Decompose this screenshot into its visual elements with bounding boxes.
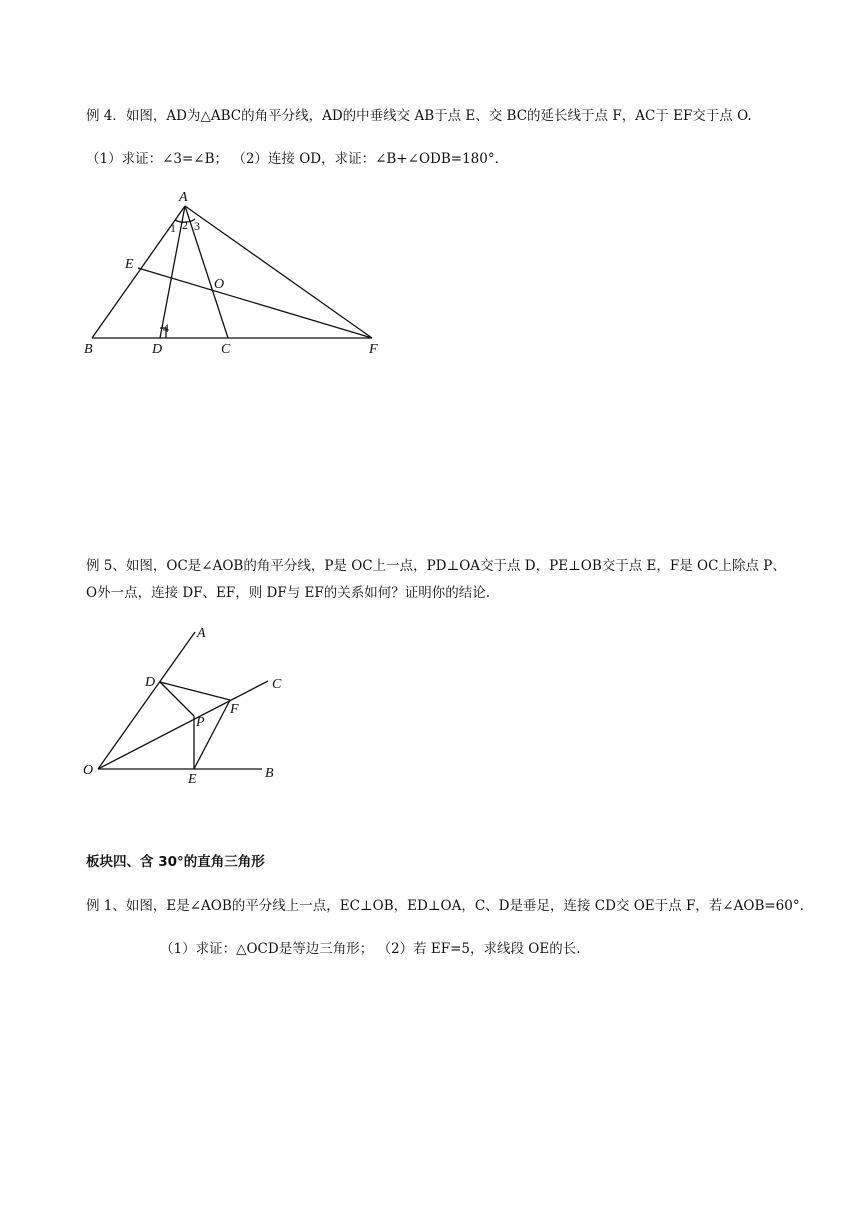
section4-heading: 板块四、含 30°的直角三角形 bbox=[86, 854, 265, 870]
p5-a-label: A bbox=[197, 626, 206, 641]
angle-2-label: 2 bbox=[182, 218, 188, 232]
point-o-label: O bbox=[214, 277, 225, 292]
example5-question: O外一点，连接 DF、EF，则 DF与 EF的关系如何？证明你的结论. bbox=[86, 585, 491, 601]
p5-c-label: C bbox=[272, 677, 282, 692]
p5-p-label: P bbox=[196, 715, 205, 730]
section4-example1-questions: （1）求证：△OCD是等边三角形； （2）若 EF=5，求线段 OE的长. bbox=[160, 941, 581, 957]
example4-questions: （1）求证：∠3=∠B； （2）连接 OD，求证：∠B+∠ODB=180°． bbox=[86, 151, 509, 167]
point-e-label: E bbox=[125, 257, 134, 272]
example4-statement: 例 4．如图，AD为△ABC的角平分线，AD的中垂线交 AB于点 E、交 BC的延长线于点 F，AC于 EF交于点 O. bbox=[86, 108, 752, 124]
angle-1-label: 1 bbox=[170, 221, 176, 235]
p5-b-label: B bbox=[265, 766, 274, 781]
point-d-label: D bbox=[152, 342, 163, 357]
point-b-label: B bbox=[84, 342, 93, 357]
example5-statement: 例 5、如图，OC是∠AOB的角平分线，P是 OC上一点，PD⊥OA交于点 D，PE⊥OB交于点 E，F是 OC上除点 P、 bbox=[86, 558, 786, 574]
angle-4-label: 4 bbox=[163, 321, 169, 335]
p5-d-label: D bbox=[145, 675, 156, 690]
point-c-label: C bbox=[221, 342, 231, 357]
angle-3-label: 3 bbox=[194, 219, 200, 233]
example5-segments bbox=[98, 632, 268, 769]
point-a-label: A bbox=[179, 190, 188, 205]
p5-o-label: O bbox=[83, 763, 94, 778]
point-f-label: F bbox=[369, 342, 378, 357]
section4-example1-statement: 例 1、如图，E是∠AOB的平分线上一点，EC⊥OB，ED⊥OA，C、D是垂足，连接 CD交 OE于点 F，若∠AOB=60°． bbox=[86, 898, 814, 914]
p5-f-label: F bbox=[230, 702, 239, 717]
p5-e-label: E bbox=[188, 772, 197, 787]
